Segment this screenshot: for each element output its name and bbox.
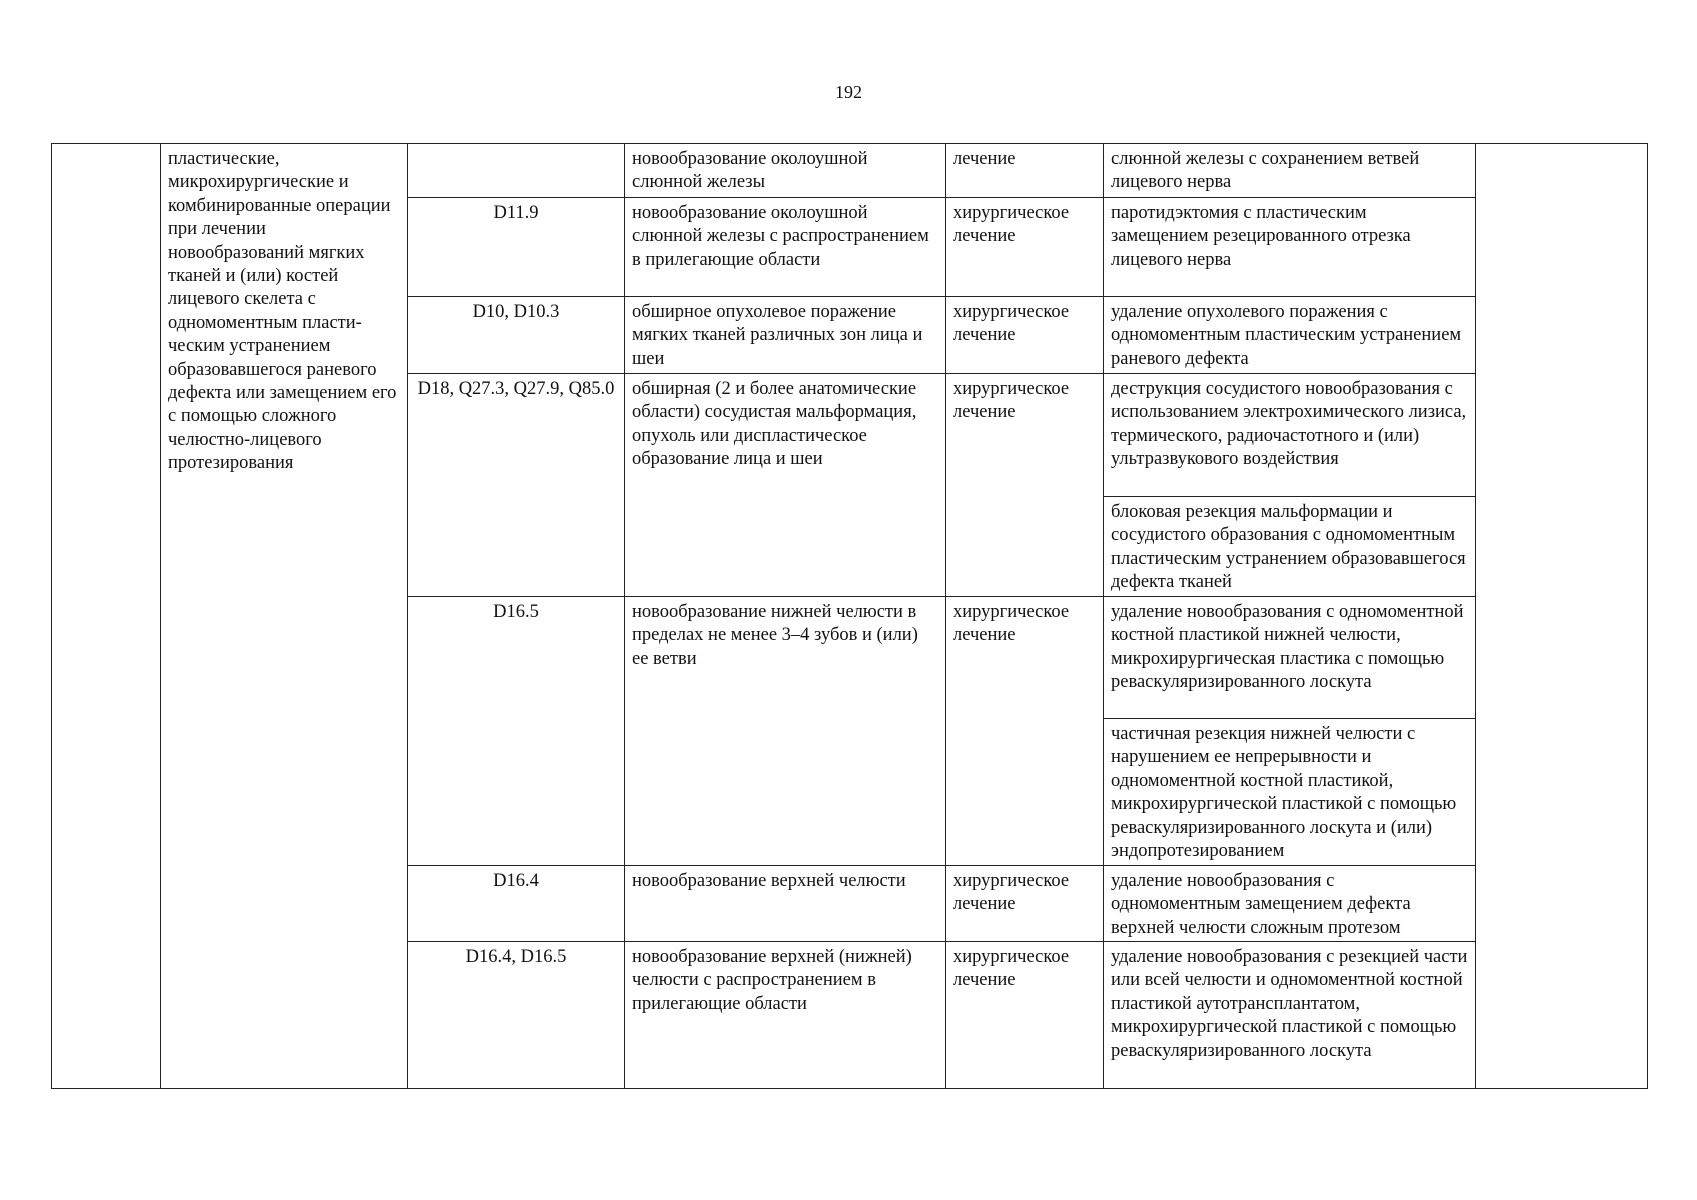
treatment-type-cell: хирургическое лечение <box>946 374 1104 597</box>
code-cell: D16.5 <box>408 597 625 866</box>
code-cell: D18, Q27.3, Q27.9, Q85.0 <box>408 374 625 597</box>
diagnosis-cell: обширное опухолевое поражение мягких тканей различных зон лица и шеи <box>625 297 946 374</box>
diagnosis-cell: новообразование нижней челюсти в пределах не менее 3–4 зубов и (или) ее ветви <box>625 597 946 866</box>
method-cell: паротидэктомия с пластическим замещением резецированного отрезка лицевого нерва <box>1104 198 1476 297</box>
method-cell: частичная резекция нижней челюсти с нарушением ее непрерывности и одномоментной костной пластикой, микрохирургической пластикой с помощью реваскуляризированного лоскута и (или) эндопротезированием <box>1104 719 1476 866</box>
table-row <box>52 144 1648 198</box>
page-number: 192 <box>835 82 862 102</box>
method-cell: удаление новообразования с резекцией части или всей челюсти и одномоментной костной пластикой аутотрансплантатом, микрохирургической пластикой с помощью реваскуляризированного лоскута <box>1104 942 1476 1089</box>
code-cell <box>408 144 625 198</box>
method-cell: слюнной железы с сохранением ветвей лицевого нерва <box>1104 144 1476 198</box>
number-column-cell <box>52 144 161 1089</box>
method-cell: удаление опухолевого поражения с одномоментным пластическим устранением раневого дефекта <box>1104 297 1476 374</box>
method-cell: удаление новообразования с одномоментным замещением дефекта верхней челюсти сложным протезом <box>1104 866 1476 942</box>
treatment-type-cell: хирургическое лечение <box>946 597 1104 866</box>
method-cell: блоковая резекция мальформации и сосудистого образования с одномоментным пластическим устранением образовавшегося дефекта тканей <box>1104 497 1476 597</box>
treatment-type-cell: хирургическое лечение <box>946 198 1104 297</box>
section-description: пластические, микрохирургические и комбинированные операции при лечении новообразований мягких тканей и (или) костей лицевого скелета с одномоментным пластическим устранением образовавшегося раневого дефекта или замещением его с помощью сложного челюстно-лицевого протезирования <box>161 144 408 1089</box>
diagnosis-cell: новообразование околоушной слюнной железы <box>625 144 946 198</box>
diagnosis-cell: обширная (2 и более анатомические области) сосудистая мальформация, опухоль или диспластическое образование лица и шеи <box>625 374 946 597</box>
treatment-type-cell: лечение <box>946 144 1104 198</box>
treatment-type-cell: хирургическое лечение <box>946 942 1104 1089</box>
code-cell: D10, D10.3 <box>408 297 625 374</box>
code-cell: D11.9 <box>408 198 625 297</box>
code-cell: D16.4 <box>408 866 625 942</box>
treatment-table <box>51 143 1648 1089</box>
code-cell: D16.4, D16.5 <box>408 942 625 1089</box>
treatment-type-cell: хирургическое лечение <box>946 297 1104 374</box>
diagnosis-cell: новообразование околоушной слюнной железы с распространением в прилегающие области <box>625 198 946 297</box>
method-cell: деструкция сосудистого новообразования с использованием электрохимического лизиса, термического, радиочастотного и (или) ультразвукового воздействия <box>1104 374 1476 497</box>
diagnosis-cell: новообразование верхней челюсти <box>625 866 946 942</box>
treatment-type-cell: хирургическое лечение <box>946 866 1104 942</box>
extra-column-cell <box>1476 144 1648 1089</box>
diagnosis-cell: новообразование верхней (нижней) челюсти с распространением в прилегающие области <box>625 942 946 1089</box>
method-cell: удаление новообразования с одномоментной костной пластикой нижней челюсти, микрохирургическая пластика с помощью реваскуляризированного лоскута <box>1104 597 1476 719</box>
